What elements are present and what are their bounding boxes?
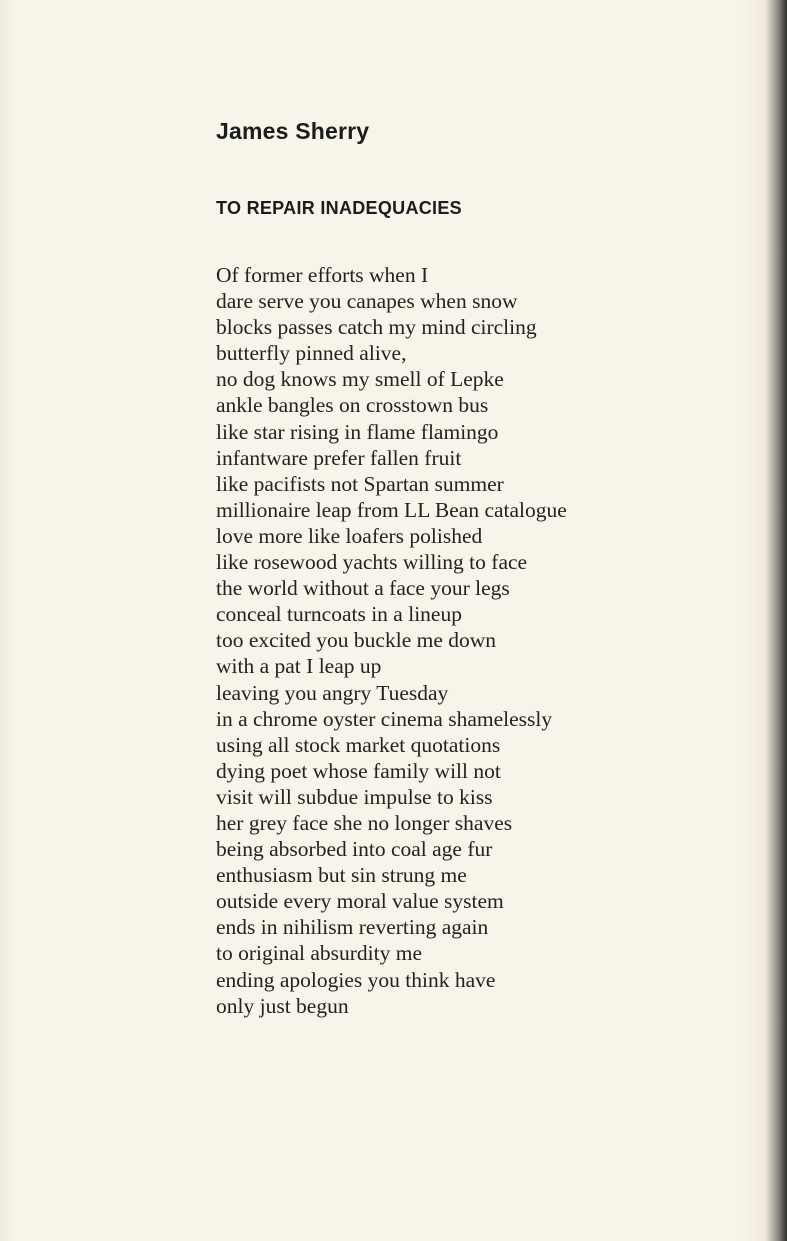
poem-line: only just begun xyxy=(216,993,349,1018)
poem-line: like pacifists not Spartan summer xyxy=(216,471,504,496)
poem-line: millionaire leap from LL Bean catalogue xyxy=(216,497,567,522)
poem-line: outside every moral value system xyxy=(216,889,504,914)
poem-line: being absorbed into coal age fur xyxy=(216,837,493,862)
poem-line: using all stock market quotations xyxy=(216,732,501,757)
poem-line: ending apologies you think have xyxy=(216,967,496,992)
poem-line: to original absurdity me xyxy=(216,941,423,966)
poem-line: no dog knows my smell of Lepke xyxy=(216,367,504,392)
poem-line: butterfly pinned alive, xyxy=(216,341,407,366)
poem-line: blocks passes catch my mind circling xyxy=(216,315,537,340)
poem-line: Of former efforts when I xyxy=(216,263,429,287)
author-name: James Sherry xyxy=(216,118,370,144)
poem-line: like star rising in flame flamingo xyxy=(216,419,499,444)
poem-line: leaving you angry Tuesday xyxy=(216,680,449,705)
poem-line: infantware prefer fallen fruit xyxy=(216,445,462,470)
poem-line: love more like loafers polished xyxy=(216,523,483,548)
poem-line: conceal turncoats in a lineup xyxy=(216,602,462,627)
poem-line: in a chrome oyster cinema shamelessly xyxy=(216,706,553,731)
poem-line: enthusiasm but sin strung me xyxy=(216,863,467,888)
poem-body xyxy=(216,262,567,1019)
poem-line: like rosewood yachts willing to face xyxy=(216,550,528,575)
poem-line: dying poet whose family will not xyxy=(216,758,501,783)
poem-line: ends in nihilism reverting again xyxy=(216,915,489,940)
poem-line: with a pat I leap up xyxy=(216,654,382,679)
poem-line: visit will subdue impulse to kiss xyxy=(216,784,493,809)
poem-line: too excited you buckle me down xyxy=(216,628,497,653)
poem-line: ankle bangles on crosstown bus xyxy=(216,393,489,418)
poem-title: TO REPAIR INADEQUACIES xyxy=(216,198,462,218)
poem-line: her grey face she no longer shaves xyxy=(216,810,513,835)
poem-line: the world without a face your legs xyxy=(216,576,510,601)
poem-line: dare serve you canapes when snow xyxy=(216,289,518,314)
